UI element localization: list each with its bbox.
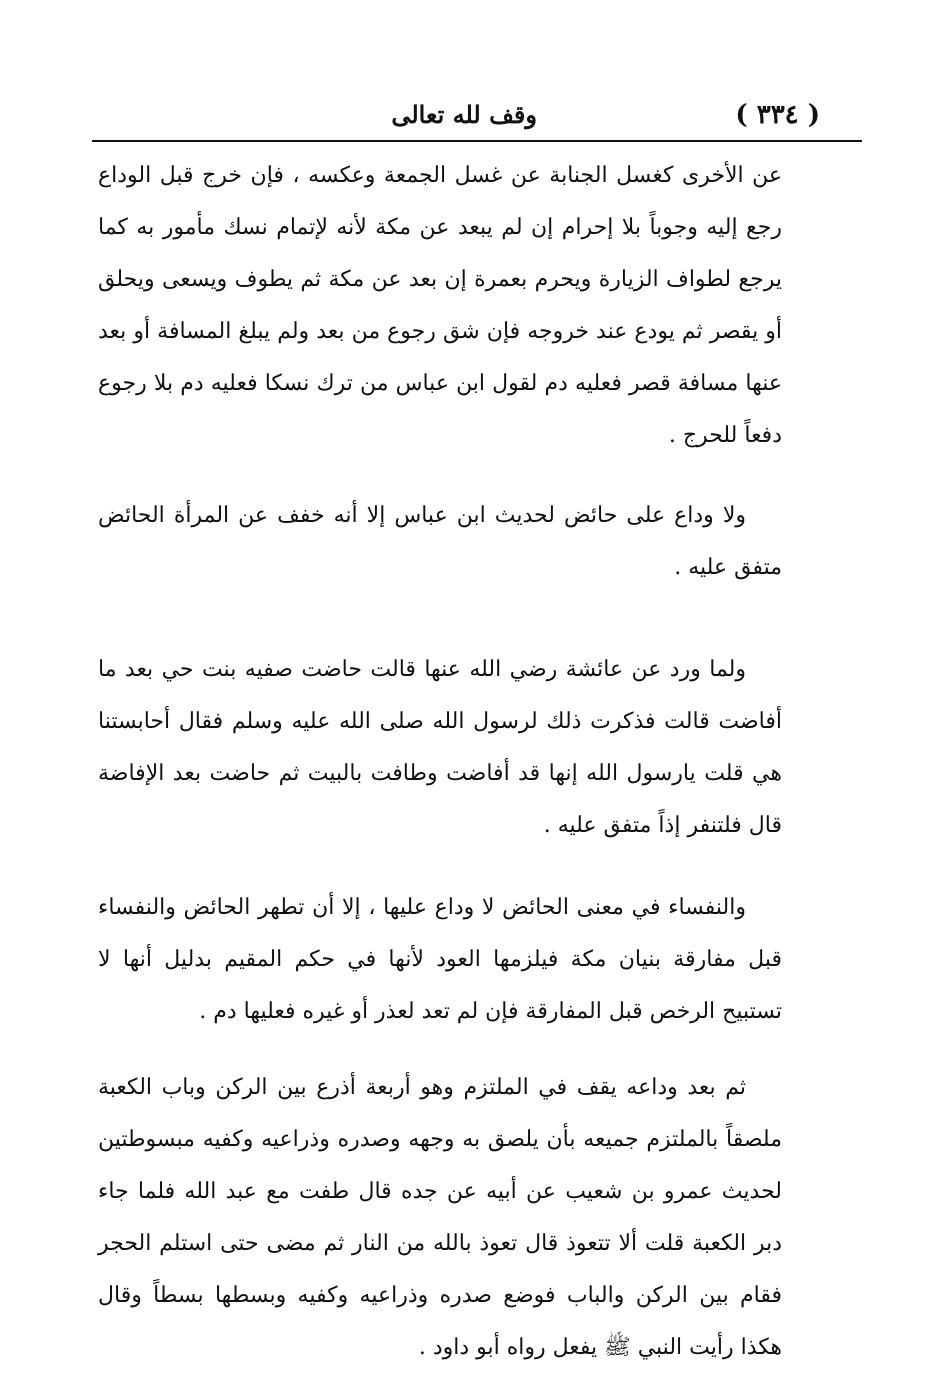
page-number: ( ٣٣٤ ): [735, 100, 820, 130]
paragraph-aisha-hadith: ولما ورد عن عائشة رضي الله عنها قالت حاضت صفيه بنت حي بعد ما أفاضت قالت فذكرت ذلك لرسول الله صلى الله عليه وسلم فقال أحابستنا هي قلت يارسول الله إنها قد أفاضت وطافت بالبيت ثم حاضت بعد الإفاضة قال فلتنفر إذاً متفق عليه .: [98, 657, 782, 838]
body-text: [98, 150, 782, 1374]
paragraph-menstruating-woman: ولا وداع على حائض لحديث ابن عباس إلا أنه خفف عن المرأة الحائض متفق عليه .: [98, 503, 782, 580]
page-header: [92, 92, 862, 140]
paragraph-postpartum: والنفساء في معنى الحائض لا وداع عليها ، إلا أن تطهر الحائض والنفساء قبل مفارقة بنيان مكة فيلزمها العود لأنها في حكم المقيم بدليل أنها لا تستبيح الرخص قبل المفارقة فإن لم تعد لعذر أو غيره فعليها دم .: [98, 895, 782, 1024]
header-rule: [92, 140, 862, 142]
running-title: وقف لله تعالى: [391, 100, 537, 129]
paragraph-multazam: ثم بعد وداعه يقف في الملتزم وهو أربعة أذرع بين الركن وباب الكعبة ملصقاً بالملتزم جميعه بأن يلصق به وجهه وصدره وذراعيه وكفيه مبسوطتين لحديث عمرو بن شعيب عن أبيه عن جده قال طفت مع عبد الله فلما جاء دبر الكعبة قلت ألا تتعوذ قال تعوذ بالله من النار ثم مضى حتى استلم الحجر فقام بين الركن والباب فوضع صدره وذراعيه وكفيه وبسطها بسطاً وقال هكذا رأيت النبي ﷺ يفعل رواه أبو داود .: [98, 1075, 782, 1360]
paragraph-continuation: عن الأخرى كغسل الجنابة عن غسل الجمعة وعكسه ، فإن خرج قبل الوداع رجع إليه وجوباً بلا إحرام إن لم يبعد عن مكة لأنه لإتمام نسك مأمور به كما يرجع لطواف الزيارة ويحرم بعمرة إن بعد عن مكة ثم يطوف ويسعى ويحلق أو يقصر ثم يودع عند خروجه فإن شق رجوع من بعد ولم يبلغ المسافة أو بعد عنها مسافة قصر فعليه دم لقول ابن عباس من ترك نسكا فعليه دم بلا رجوع دفعاً للحرج .: [98, 163, 782, 448]
